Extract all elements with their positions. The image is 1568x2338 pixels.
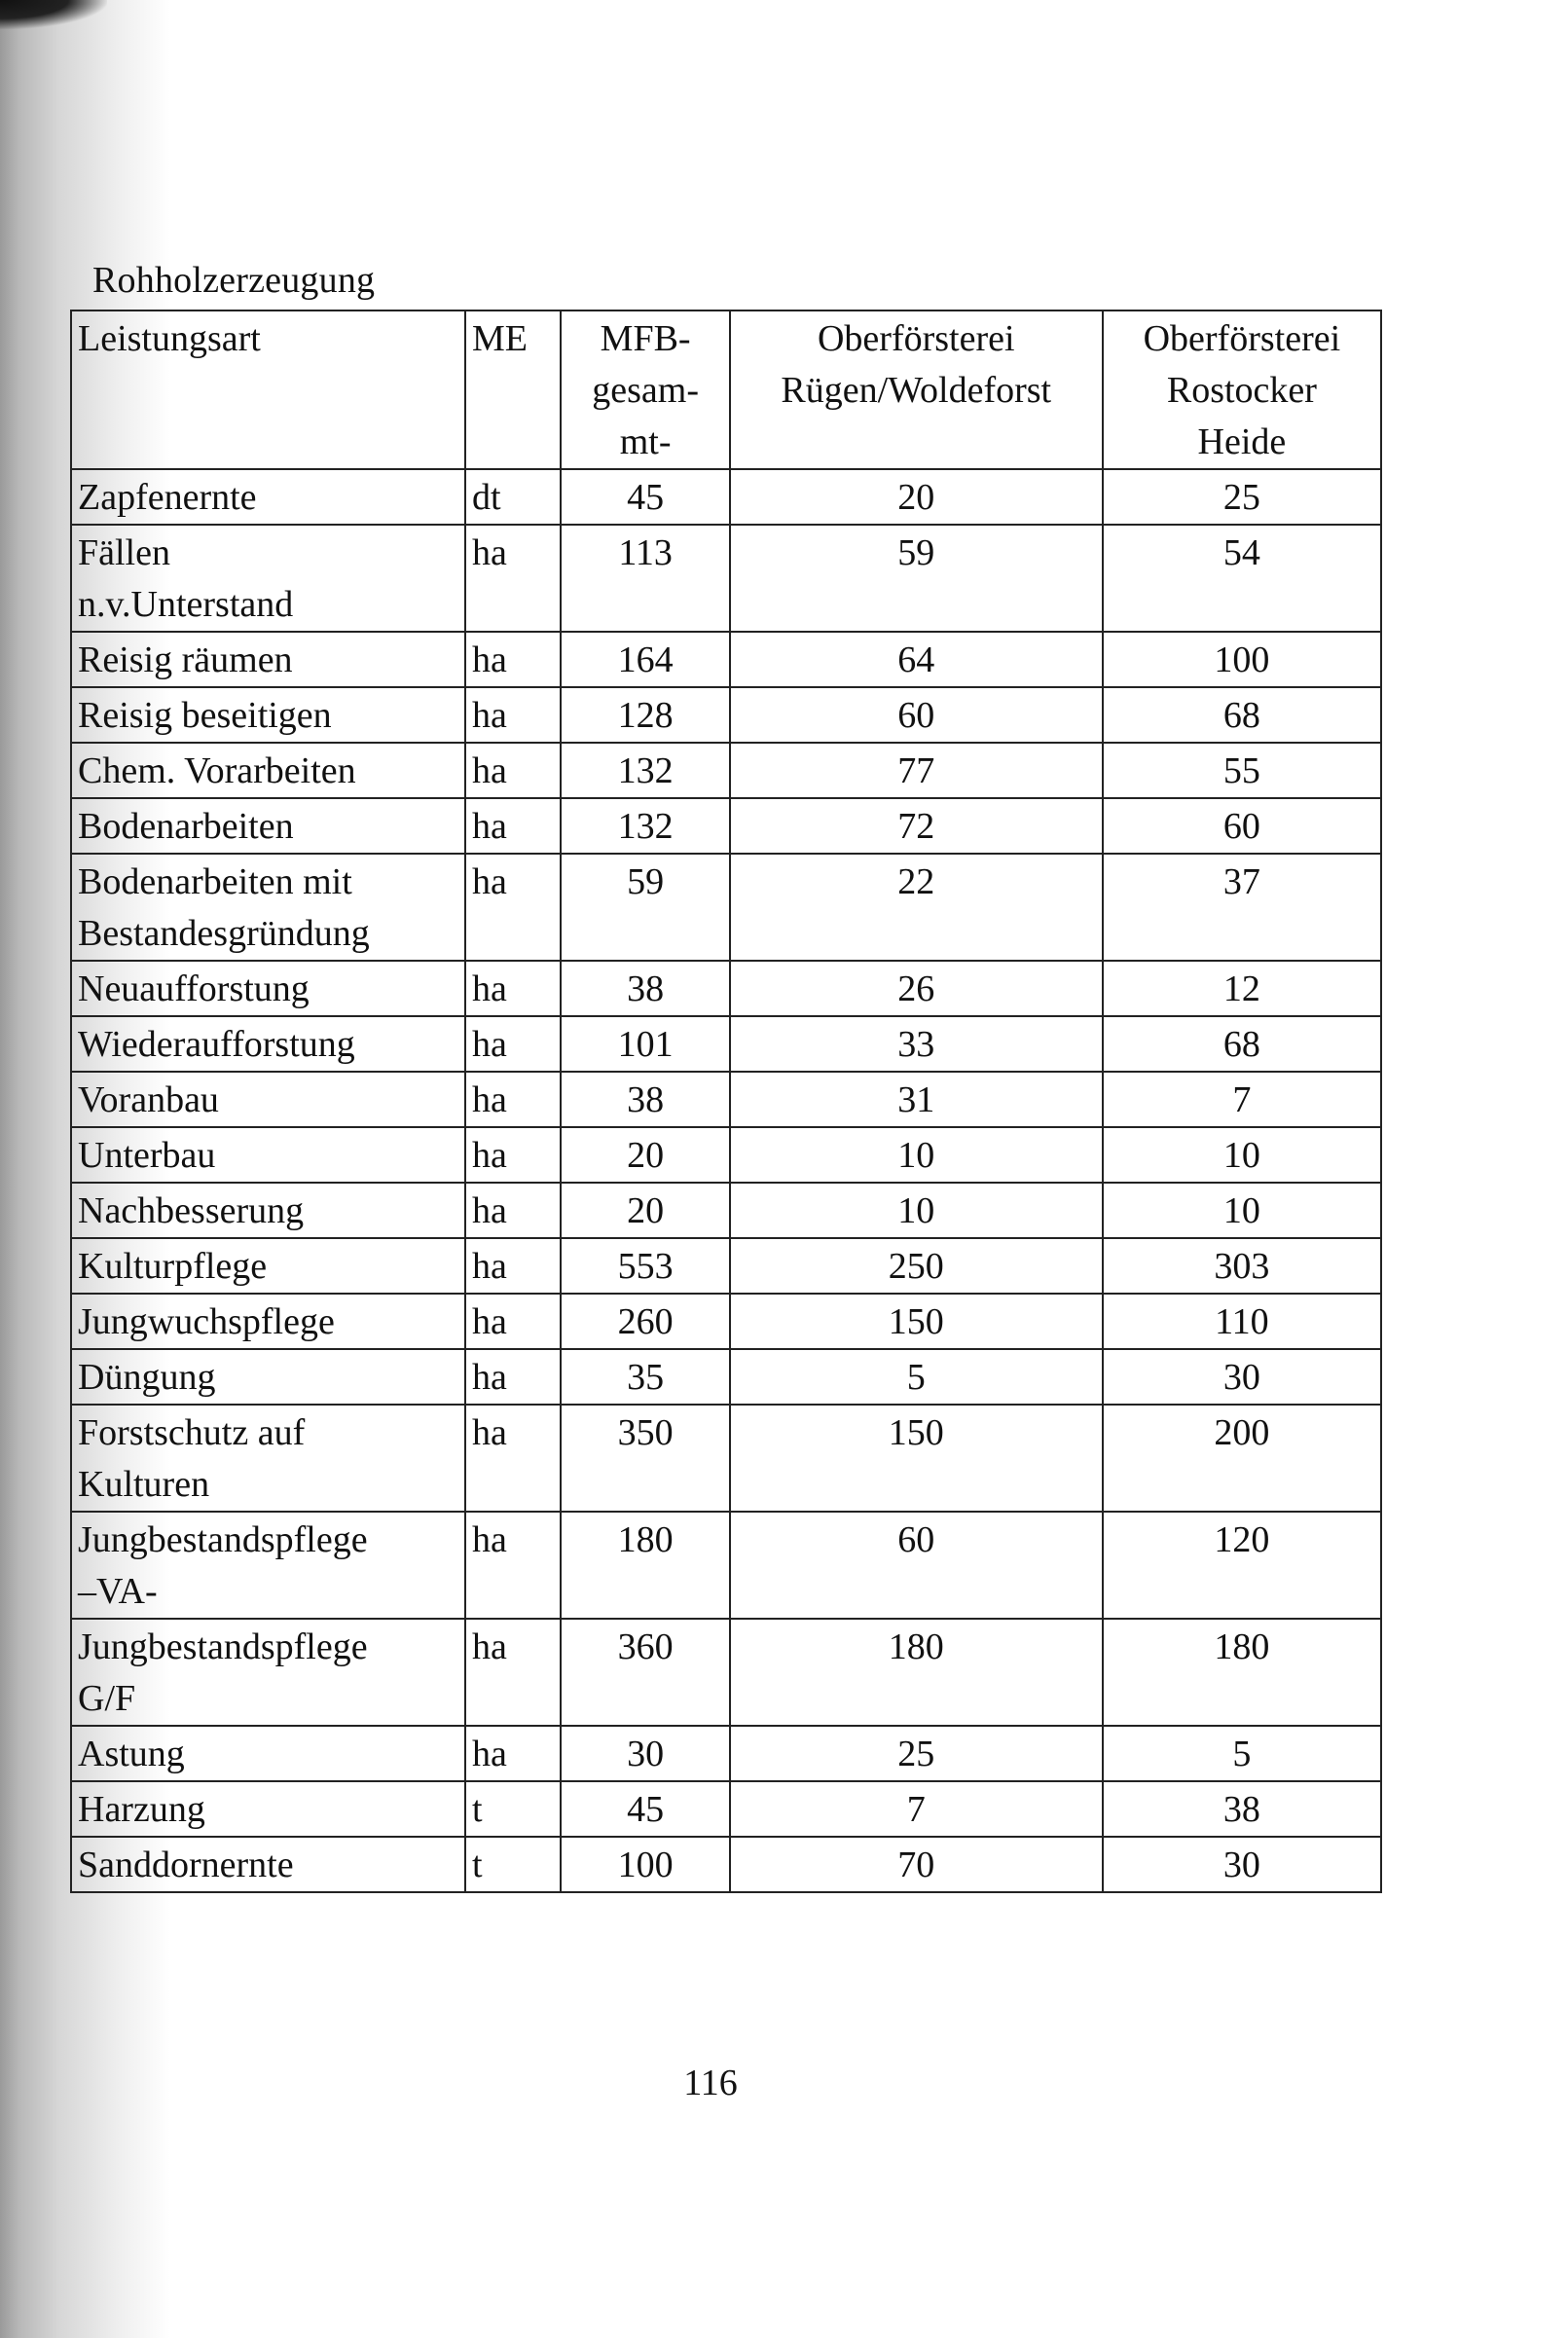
cell-me: t bbox=[465, 1837, 561, 1892]
cell-me: ha bbox=[465, 1726, 561, 1781]
cell-me: ha bbox=[465, 961, 561, 1016]
cell-me: ha bbox=[465, 687, 561, 743]
cell-me: ha bbox=[465, 525, 561, 632]
header-line: Rostocker bbox=[1166, 370, 1317, 411]
header-rostocker-heide bbox=[1103, 311, 1381, 469]
header-line: MFB- bbox=[600, 318, 691, 359]
cell-line: Astung bbox=[78, 1734, 185, 1774]
cell-ruegen-woldeforst: 60 bbox=[730, 1512, 1103, 1619]
table-header-row bbox=[71, 311, 1381, 469]
header-line: Oberförsterei bbox=[1143, 318, 1341, 359]
cell-ruegen-woldeforst: 33 bbox=[730, 1016, 1103, 1072]
cell-me: ha bbox=[465, 1183, 561, 1238]
cell-line: Jungbestandspflege bbox=[78, 1626, 368, 1667]
cell-mfb-gesamt: 260 bbox=[561, 1294, 729, 1349]
cell-me: t bbox=[465, 1781, 561, 1837]
cell-line: Forstschutz auf bbox=[78, 1412, 306, 1453]
cell-rostocker-heide: 30 bbox=[1103, 1837, 1381, 1892]
cell-mfb-gesamt: 553 bbox=[561, 1238, 729, 1294]
cell-mfb-gesamt: 20 bbox=[561, 1183, 729, 1238]
cell-mfb-gesamt: 45 bbox=[561, 469, 729, 525]
cell-me: ha bbox=[465, 1294, 561, 1349]
cell-line: Neuaufforstung bbox=[78, 968, 310, 1009]
table-row bbox=[71, 1349, 1381, 1405]
cell-leistungsart bbox=[71, 961, 465, 1016]
cell-leistungsart bbox=[71, 1619, 465, 1726]
cell-mfb-gesamt: 128 bbox=[561, 687, 729, 743]
cell-line: Voranbau bbox=[78, 1079, 219, 1120]
header-line: mt- bbox=[619, 421, 672, 462]
cell-line: Nachbesserung bbox=[78, 1190, 305, 1231]
table-row bbox=[71, 1512, 1381, 1619]
cell-ruegen-woldeforst: 72 bbox=[730, 798, 1103, 854]
table-row bbox=[71, 1238, 1381, 1294]
header-line: ME bbox=[472, 318, 528, 359]
table-row bbox=[71, 1781, 1381, 1837]
scan-corner-shadow bbox=[0, 0, 107, 29]
cell-leistungsart bbox=[71, 1837, 465, 1892]
cell-line: Kulturpflege bbox=[78, 1246, 268, 1287]
cell-leistungsart bbox=[71, 1127, 465, 1183]
cell-ruegen-woldeforst: 59 bbox=[730, 525, 1103, 632]
table-row bbox=[71, 469, 1381, 525]
table-row bbox=[71, 743, 1381, 798]
cell-leistungsart bbox=[71, 1016, 465, 1072]
cell-me: ha bbox=[465, 743, 561, 798]
cell-leistungsart bbox=[71, 525, 465, 632]
cell-ruegen-woldeforst: 31 bbox=[730, 1072, 1103, 1127]
table-row bbox=[71, 854, 1381, 961]
cell-mfb-gesamt: 101 bbox=[561, 1016, 729, 1072]
cell-mfb-gesamt: 164 bbox=[561, 632, 729, 687]
cell-line: Bestandesgründung bbox=[78, 913, 370, 954]
cell-line: Chem. Vorarbeiten bbox=[78, 750, 356, 791]
cell-leistungsart bbox=[71, 632, 465, 687]
cell-mfb-gesamt: 132 bbox=[561, 743, 729, 798]
cell-line: Jungbestandspflege bbox=[78, 1519, 368, 1560]
table-row bbox=[71, 1619, 1381, 1726]
cell-leistungsart bbox=[71, 1349, 465, 1405]
table-row bbox=[71, 1405, 1381, 1512]
table-row bbox=[71, 1072, 1381, 1127]
table-row bbox=[71, 687, 1381, 743]
cell-line: G/F bbox=[78, 1678, 136, 1719]
table-row bbox=[71, 525, 1381, 632]
cell-leistungsart bbox=[71, 1183, 465, 1238]
cell-me: ha bbox=[465, 632, 561, 687]
cell-ruegen-woldeforst: 150 bbox=[730, 1405, 1103, 1512]
cell-ruegen-woldeforst: 150 bbox=[730, 1294, 1103, 1349]
cell-rostocker-heide: 60 bbox=[1103, 798, 1381, 854]
cell-rostocker-heide: 120 bbox=[1103, 1512, 1381, 1619]
cell-leistungsart bbox=[71, 1294, 465, 1349]
cell-leistungsart bbox=[71, 469, 465, 525]
table-row bbox=[71, 1294, 1381, 1349]
cell-rostocker-heide: 68 bbox=[1103, 1016, 1381, 1072]
cell-rostocker-heide: 68 bbox=[1103, 687, 1381, 743]
cell-line: Kulturen bbox=[78, 1464, 210, 1505]
header-leistungsart bbox=[71, 311, 465, 469]
cell-line: Jungwuchspflege bbox=[78, 1301, 335, 1342]
cell-me: dt bbox=[465, 469, 561, 525]
table-row bbox=[71, 632, 1381, 687]
cell-ruegen-woldeforst: 5 bbox=[730, 1349, 1103, 1405]
cell-rostocker-heide: 30 bbox=[1103, 1349, 1381, 1405]
header-me bbox=[465, 311, 561, 469]
cell-rostocker-heide: 303 bbox=[1103, 1238, 1381, 1294]
page-number: 116 bbox=[683, 2063, 738, 2103]
table-row bbox=[71, 798, 1381, 854]
cell-line: Sanddornernte bbox=[78, 1845, 294, 1885]
cell-mfb-gesamt: 360 bbox=[561, 1619, 729, 1726]
cell-ruegen-woldeforst: 250 bbox=[730, 1238, 1103, 1294]
cell-mfb-gesamt: 30 bbox=[561, 1726, 729, 1781]
cell-leistungsart bbox=[71, 1781, 465, 1837]
table-row bbox=[71, 1016, 1381, 1072]
cell-line: Unterbau bbox=[78, 1135, 216, 1176]
table-row bbox=[71, 1726, 1381, 1781]
header-mfb-gesamt bbox=[561, 311, 729, 469]
cell-me: ha bbox=[465, 1512, 561, 1619]
rohholzerzeugung-table bbox=[70, 310, 1382, 1893]
cell-mfb-gesamt: 59 bbox=[561, 854, 729, 961]
cell-line: Fällen bbox=[78, 532, 170, 573]
header-line: Rügen/Woldeforst bbox=[781, 370, 1052, 411]
cell-line: Bodenarbeiten mit bbox=[78, 861, 352, 902]
cell-line: –VA- bbox=[78, 1571, 158, 1612]
cell-leistungsart bbox=[71, 687, 465, 743]
cell-mfb-gesamt: 35 bbox=[561, 1349, 729, 1405]
cell-line: Reisig beseitigen bbox=[78, 695, 332, 736]
cell-line: Düngung bbox=[78, 1357, 216, 1398]
cell-leistungsart bbox=[71, 1512, 465, 1619]
cell-me: ha bbox=[465, 1238, 561, 1294]
cell-rostocker-heide: 200 bbox=[1103, 1405, 1381, 1512]
cell-rostocker-heide: 12 bbox=[1103, 961, 1381, 1016]
header-ruegen-woldeforst bbox=[730, 311, 1103, 469]
cell-mfb-gesamt: 113 bbox=[561, 525, 729, 632]
table-body bbox=[71, 469, 1381, 1892]
cell-line: n.v.Unterstand bbox=[78, 584, 294, 625]
cell-line: Bodenarbeiten bbox=[78, 806, 294, 847]
cell-me: ha bbox=[465, 854, 561, 961]
header-line: Heide bbox=[1197, 421, 1287, 462]
cell-ruegen-woldeforst: 22 bbox=[730, 854, 1103, 961]
cell-line: Zapfenernte bbox=[78, 477, 257, 518]
cell-leistungsart bbox=[71, 1726, 465, 1781]
table-caption: Rohholzerzeugung bbox=[92, 260, 376, 301]
cell-line: Wiederaufforstung bbox=[78, 1024, 355, 1065]
cell-mfb-gesamt: 350 bbox=[561, 1405, 729, 1512]
cell-me: ha bbox=[465, 798, 561, 854]
header-line: Oberförsterei bbox=[817, 318, 1015, 359]
cell-ruegen-woldeforst: 70 bbox=[730, 1837, 1103, 1892]
cell-line: Reisig räumen bbox=[78, 639, 293, 680]
cell-leistungsart bbox=[71, 1238, 465, 1294]
cell-rostocker-heide: 37 bbox=[1103, 854, 1381, 961]
cell-leistungsart bbox=[71, 743, 465, 798]
table-row bbox=[71, 1837, 1381, 1892]
cell-ruegen-woldeforst: 25 bbox=[730, 1726, 1103, 1781]
cell-leistungsart bbox=[71, 854, 465, 961]
cell-me: ha bbox=[465, 1619, 561, 1726]
cell-ruegen-woldeforst: 20 bbox=[730, 469, 1103, 525]
cell-ruegen-woldeforst: 64 bbox=[730, 632, 1103, 687]
cell-rostocker-heide: 7 bbox=[1103, 1072, 1381, 1127]
header-line: Leistungsart bbox=[78, 318, 261, 359]
cell-me: ha bbox=[465, 1016, 561, 1072]
cell-rostocker-heide: 10 bbox=[1103, 1183, 1381, 1238]
cell-ruegen-woldeforst: 10 bbox=[730, 1183, 1103, 1238]
cell-mfb-gesamt: 100 bbox=[561, 1837, 729, 1892]
cell-ruegen-woldeforst: 7 bbox=[730, 1781, 1103, 1837]
cell-mfb-gesamt: 132 bbox=[561, 798, 729, 854]
cell-rostocker-heide: 5 bbox=[1103, 1726, 1381, 1781]
cell-rostocker-heide: 38 bbox=[1103, 1781, 1381, 1837]
cell-rostocker-heide: 55 bbox=[1103, 743, 1381, 798]
cell-ruegen-woldeforst: 180 bbox=[730, 1619, 1103, 1726]
cell-line: Harzung bbox=[78, 1789, 205, 1830]
cell-me: ha bbox=[465, 1349, 561, 1405]
cell-me: ha bbox=[465, 1072, 561, 1127]
cell-mfb-gesamt: 20 bbox=[561, 1127, 729, 1183]
cell-rostocker-heide: 25 bbox=[1103, 469, 1381, 525]
cell-ruegen-woldeforst: 77 bbox=[730, 743, 1103, 798]
cell-me: ha bbox=[465, 1405, 561, 1512]
table-row bbox=[71, 1127, 1381, 1183]
header-line: gesam- bbox=[592, 370, 699, 411]
cell-rostocker-heide: 180 bbox=[1103, 1619, 1381, 1726]
cell-mfb-gesamt: 38 bbox=[561, 1072, 729, 1127]
cell-ruegen-woldeforst: 60 bbox=[730, 687, 1103, 743]
cell-mfb-gesamt: 45 bbox=[561, 1781, 729, 1837]
cell-ruegen-woldeforst: 26 bbox=[730, 961, 1103, 1016]
table-row bbox=[71, 961, 1381, 1016]
cell-ruegen-woldeforst: 10 bbox=[730, 1127, 1103, 1183]
cell-leistungsart bbox=[71, 1405, 465, 1512]
cell-leistungsart bbox=[71, 1072, 465, 1127]
cell-rostocker-heide: 100 bbox=[1103, 632, 1381, 687]
cell-rostocker-heide: 54 bbox=[1103, 525, 1381, 632]
cell-leistungsart bbox=[71, 798, 465, 854]
cell-rostocker-heide: 110 bbox=[1103, 1294, 1381, 1349]
table-row bbox=[71, 1183, 1381, 1238]
cell-rostocker-heide: 10 bbox=[1103, 1127, 1381, 1183]
cell-mfb-gesamt: 180 bbox=[561, 1512, 729, 1619]
cell-mfb-gesamt: 38 bbox=[561, 961, 729, 1016]
cell-me: ha bbox=[465, 1127, 561, 1183]
